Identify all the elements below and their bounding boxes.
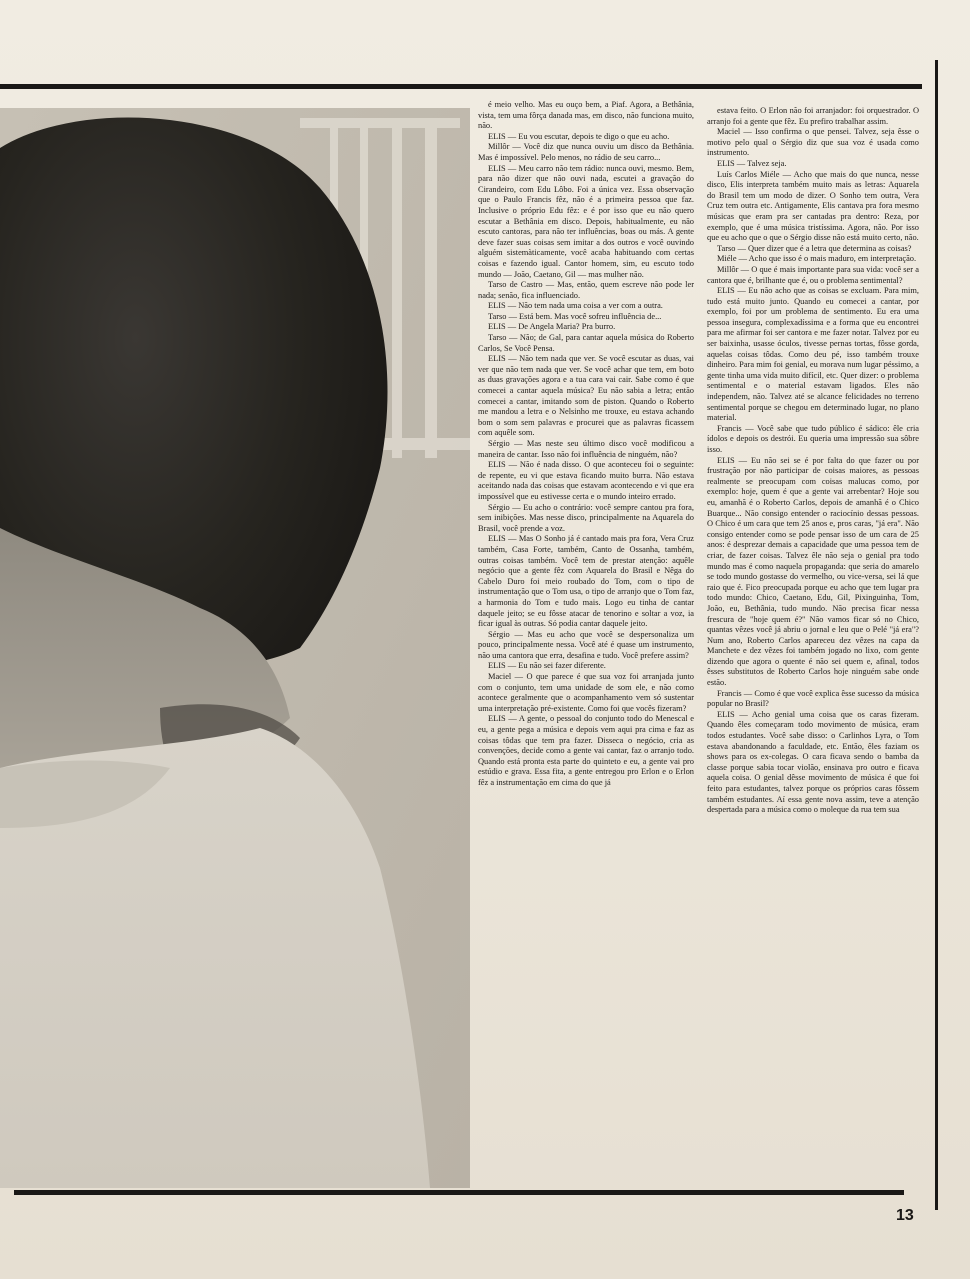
- bottom-rule: [14, 1190, 904, 1195]
- paragraph: ELIS — Acho genial uma coisa que os caras fizeram. Quando êles começaram todo movimento de música, eram todos estudantes. Você sabe disso: o Carlinhos Lyra, o Tom estava abandonando a faculdade, etc. Então, êles faziam os shows para os ex-colegas. O cara ficava sendo o bamba da classe porque sabia tocar violão, ensinava pro outro e ficava aquela coisa. O genial dêsse movimento de música é que foi feito para estudantes, talvez porque os próprios caras fôssem também estudantes. Aí essa gente nova assim, teve a atenção despertada para a música como o moleque da rua tem sua: [707, 709, 919, 815]
- paragraph: Millôr — Você diz que nunca ouviu um disco da Bethânia. Mas é impossível. Pelo menos, no rádio de seu carro...: [478, 142, 694, 162]
- paragraph: Francis — Como é que você explica êsse sucesso da música popular no Brasil?: [707, 688, 919, 709]
- top-rule: [0, 84, 922, 89]
- paragraph: é meio velho. Mas eu ouço bem, a Piaf. Agora, a Bethânia, vista, tem uma fôrça danada mas, em disco, não funciona muito, não.: [478, 100, 694, 131]
- paragraph: ELIS — Eu não sei se é por falta do que fazer ou por frustração por não participar de coisas maiores, as pessoas realmente se preocupam com coisas malucas como, por exemplo: hoje, quem é que a gente vai arrebentar? Hoje sou eu, amanhã é o Roberto Carlos, depois de amanhã é o Chico Buarque... Não consigo entender o raciocínio dessas pessoas. O Chico é um cara que tem 25 anos e, pros caras, "já era". Não consigo entender como se pode pensar isso de um cara de 25 anos: é desprezar demais a capacidade que uma pessoa tem de criar, de fazer coisas. Talvez êle não seja o genial pra todo mundo mas é como naquela propaganda: que seria do amarelo se todo mundo gostasse do vermelho, ou vice-versa, sei lá que raio que é. Fico preocupada porque eu acho que tem lugar pra todo mundo: Chico, Caetano, Edu, Gil, Pixinguinha, Tom, João, eu, Bethânia, tudo mundo. Não precisa ficar nessa frescura de "hoje quem é?" Não vamos ficar só no Chico, quantas vêzes você já abriu o jornal e leu que o Pelé "já era"? Num ano, Roberto Carlos apareceu dez vêzes na capa da Manchete e dez vêzes foi também jogado no lixo, com gente dizendo que agora o quente é não sei quem e, afinal, todos êsses substitutos de Roberto Carlos hoje ninguém sabe onde estão.: [707, 455, 919, 688]
- paragraph: Sérgio — Mas neste seu último disco você modificou a maneira de cantar. Isso não foi influência de ninguém, não?: [478, 439, 694, 459]
- paragraph: ELIS — Mas O Sonho já é cantado mais pra fora, Vera Cruz também, Casa Forte, também, Canto de Ossanha, também, outras coisas também. Você tem de prestar atenção: aquêle negócio que a gente fêz com Aquarela do Brasil e Nêga do Cabelo Duro foi meio roubado do Tom, com o tipo de instrumentação que o Tom usa, o tipo de arranjo que o Tom faz, a harmonia do Tom e tudo mais. Logo eu tinha de cantar daquele jeito; se eu fôsse atacar de tenorino e soltar a voz, ia ficar igual às outras. Só podia cantar daquele jeito.: [478, 534, 694, 629]
- paragraph: Tarso — Está bem. Mas você sofreu influência de...: [488, 311, 662, 321]
- paragraph: Francis — Você sabe que tudo público é sádico: êle cria ídolos e depois os destrói. Eu queria uma impressão sua sôbre isso.: [707, 423, 919, 454]
- paragraph: Tarso — Quer dizer que é a letra que determina as coisas?: [717, 243, 912, 253]
- paragraph: estava feito. O Erlon não foi arranjador: foi orquestrador. O arranjo foi a gente que fêz. Eu prefiro trabalhar assim.: [707, 106, 919, 126]
- paragraph: Sérgio — Eu acho o contrário: você sempre cantou pra fora, sem inibições. Mas nesse disco, principalmente na Aquarela do Brasil, você prende a voz.: [478, 502, 694, 533]
- right-rule: [935, 60, 938, 1210]
- paragraph: Maciel — O que parece é que sua voz foi arranjada junto com o conjunto, tem uma unidade de som ele, e não como acontece geralmente que o acompanhamento vem só sustentar uma interpretação pré-existente. Como foi que vocês fizeram?: [478, 672, 694, 713]
- portrait-photo: [0, 108, 470, 1188]
- paragraph: Luís Carlos Miéle — Acho que mais do que nunca, nesse disco, Elis interpreta também muito mais as letras: Aquarela do Brasil tem um modo de dizer. O Sonho tem outra, Vera Cruz tem outra etc. Antigamente, Elis cantava pra fora mesmo músicas que eram pra ser cantadas pra dentro: Reza, por exemplo, que é uma música tristíssima. Agora, não. Por isso que eu acho que o que o Sérgio disse não está muito certo, não.: [707, 169, 919, 243]
- text-column-2: [707, 106, 919, 1186]
- paragraph: ELIS — A gente, o pessoal do conjunto todo do Menescal e eu, a gente pega a música e depois vem aqui pra cima e faz as coisas tôdas que tem pra fazer. Disseca o negócio, cria as convenções, decide como a gente vai cantar, faz o arranjo todo. Quando está pronta esta parte do quinteto e eu, a gente vai pro estúdio e grava. Essa fita, a gente entregou pro Erlon e o Erlon fêz a instrumentação em cima do que já: [478, 714, 694, 787]
- paragraph: Tarso — Não; de Gal, para cantar aquela música do Roberto Carlos, Se Você Pensa.: [478, 333, 694, 353]
- paragraph: Tarso de Castro — Mas, então, quem escreve não pode ler nada; senão, fica influenciado.: [478, 280, 694, 300]
- paragraph: ELIS — Não é nada disso. O que aconteceu foi o seguinte: de repente, eu vi que estava ficando muito burra. Não estava aceitando nada das coisas que estavam acontecendo e vi que era impossível que eu estivesse certa e o mundo inteiro errado.: [478, 460, 694, 501]
- paragraph: Miéle — Acho que isso é o mais maduro, em interpretação.: [717, 254, 917, 264]
- paragraph: ELIS — De Angela Maria? Pra burro.: [488, 322, 616, 332]
- paragraph: ELIS — Eu não sei fazer diferente.: [488, 661, 606, 671]
- paragraph: ELIS — Meu carro não tem rádio: nunca ouvi, mesmo. Bem, para não dizer que não ouvi nada, escutei a gravação do Cirandeiro, com Edu Lôbo. Foi a única vez. Essa observação que o Paulo Francis fêz, não é a primeira pessoa que faz. Inclusive o próprio Edu fêz: e é por isso que eu não quero escutar a Bethânia em disco. Depois, habitualmente, eu não escuto cantoras, para não ter influências, boas ou más. A gente deve fazer suas coisas sem imitar a dos outros e você ouvindo alguém sistemàticamente, você acaba habituando com certas coisas e fazendo igual. Cantor homem, sim, eu escuto todo mundo — João, Caetano, Gil — mas mulher não.: [478, 163, 694, 279]
- page-number: 13: [896, 1207, 914, 1224]
- paragraph: ELIS — Eu não acho que as coisas se excluam. Para mim, tudo está muito junto. Quando eu comecei a cantar, por exemplo, foi por um problema de sentimento. Eu era uma pessoa insegura, complexadíssima e a forma que eu encontrei para me afirmar foi ser cantora e me fazer notar. Talvez por eu ser baixinha, usasse óculos, tivesse pernas tortas, fôsse gorda, aquelas coisas tôdas. Como deu pé, isso também trouxe dinheiro. Para mim foi genial, eu morava num lugar péssimo, a gente tinha uma vida muito difícil, etc. Quer dizer: o problema sentimental e o material estavam ligados. Eles não independem, não. Talvez até se alcance felicidades no terreno sentimental porque se chegou em determinado lugar, no plano material.: [707, 286, 919, 423]
- paragraph: Millôr — O que é mais importante para sua vida: você ser a cantora que é, brilhante que é, ou o problema sentimental?: [707, 264, 919, 285]
- paragraph: Maciel — Isso confirma o que pensei. Talvez, seja êsse o motivo pelo qual o Sérgio diz que sua voz é usada como instrumento.: [707, 127, 919, 158]
- text-column-1: [478, 100, 694, 1185]
- paragraph: ELIS — Não tem nada que ver. Se você escutar as duas, vai ver que não tem nada que ver. Se você achar que tem, em boto as duas gravações agora e a tua cara vai cair. Sabe como é que comecei a cantar aquela música? Eu não sabia a letra; então comecei a cantar, imitando som de piston. Quando o Roberto me mandou a letra e o Nelsinho me trouxe, eu estava achando bom o som sem palavras e procurei que as palavras ficassem com aquêle som.: [478, 354, 694, 438]
- paragraph: ELIS — Eu vou escutar, depois te digo o que eu acho.: [488, 131, 670, 141]
- paragraph: ELIS — Talvez seja.: [717, 158, 787, 168]
- paragraph: ELIS — Não tem nada uma coisa a ver com a outra.: [488, 301, 663, 311]
- paragraph: Sérgio — Mas eu acho que você se despersonaliza um pouco, principalmente nessa. Você até é quase um instrumento, não uma cantora que erra, desafina e tudo. Você prefere assim?: [478, 629, 694, 660]
